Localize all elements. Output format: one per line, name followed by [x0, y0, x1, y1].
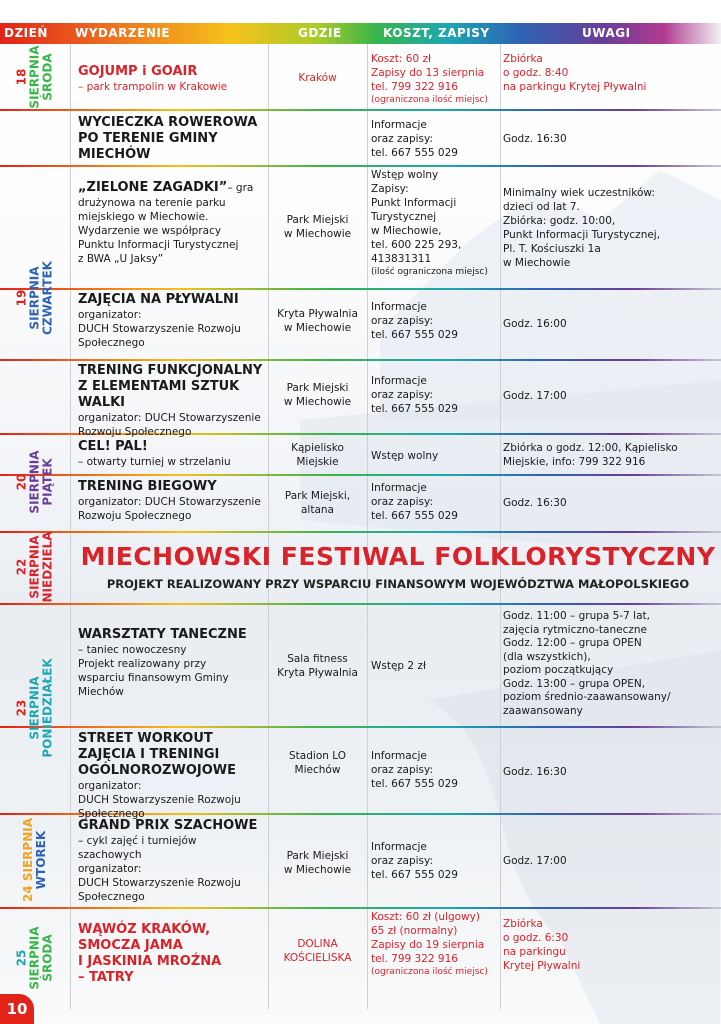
festival-title: MIECHOWSKI FESTIWAL FOLKLORYSTYCZNY: [80, 542, 716, 571]
event-notes: Godz. 17:00: [503, 855, 567, 867]
header-event: WYDARZENIE: [75, 26, 171, 40]
event-where: DOLINA KOŚCIELISKA: [283, 938, 352, 964]
row-divider: [0, 531, 721, 533]
event-subtitle: – park trampolin w Krakowie: [78, 81, 228, 93]
event-cel-pal: CEL! PAL! – otwarty turniej w strzelaniu: [78, 439, 231, 468]
row-divider: [0, 726, 721, 728]
event-cost: Wstęp wolny Zapisy: Punkt Informacji Turystycznej w Miechowie, tel. 600 225 293, 413831311 (ilość ograniczona miejsc): [371, 169, 488, 277]
event-zielone-zagadki: „ZIELONE ZAGADKI”– gra drużynowa na terenie parku miejskiego w Miechowie. Wydarzenie we współpracy Punktu Informacji Turystycznej z BWA „U Jaksy”: [78, 180, 254, 265]
event-notes: Minimalny wiek uczestników: dzieci od lat 7. Zbiórka: godz. 10:00, Punkt Informacji Turystycznej, Pl. T. Kościuszki 1a w Miechowie: [503, 187, 661, 269]
event-where: Kraków: [298, 72, 337, 84]
event-where: Park Miejski w Miechowie: [283, 214, 352, 240]
event-notes: Godz. 11:00 – grupa 5-7 lat, zajęcia rytmiczno-taneczne Godz. 12:00 – grupa OPEN (dla wszystkich), poziom początkujący Godz. 13:00 – grupa OPEN, poziom średnio-zaawansowany/ zaawansowany: [503, 610, 671, 717]
column-divider: [70, 44, 71, 1009]
event-cost: Informacje oraz zapisy: tel. 667 555 029: [371, 375, 458, 415]
event-cost: Informacje oraz zapisy: tel. 667 555 029: [371, 750, 458, 790]
column-divider: [367, 44, 368, 1009]
event-notes: Godz. 16:00: [503, 318, 567, 330]
event-grand-prix-szachowe: GRAND PRIX SZACHOWE – cykl zajęć i turniejów szachowych organizator: DUCH Stowarzyszenie Rozwoju Społecznego: [78, 818, 258, 903]
row-divider: [0, 474, 721, 476]
event-warsztaty-taneczne: WARSZTATY TANECZNE – taniec nowoczesny Projekt realizowany przy wsparciu finansowym Gminy Miechów: [78, 627, 247, 698]
event-where: Stadion LO Miechów: [289, 750, 346, 776]
event-cost: Wstęp 2 zł: [371, 660, 426, 672]
day-label-24: 24 SIERPNIA WTOREK: [21, 817, 48, 903]
event-notes: Godz. 16:30: [503, 766, 567, 778]
event-cost: Koszt: 60 zł Zapisy do 13 sierpnia tel. 799 322 916 (ograniczona ilość miejsc): [371, 53, 488, 105]
day-label-22: 22 SIERPNIA NIEDZIELA: [14, 531, 55, 603]
event-cost: Informacje oraz zapisy: tel. 667 555 029: [371, 482, 458, 522]
event-where: Park Miejski, altana: [284, 490, 351, 516]
event-cost: Informacje oraz zapisy: tel. 667 555 029: [371, 841, 458, 881]
day-label-25: 25 SIERPNIA ŚRODA: [14, 926, 55, 990]
event-trening-funkcjonalny: TRENING FUNKCJONALNY Z ELEMENTAMI SZTUK WALKI organizator: DUCH Stowarzyszenie Rozwoju Społecznego: [78, 363, 263, 438]
event-where: Kąpielisko Miejskie: [291, 442, 344, 468]
header-cost: KOSZT, ZAPISY: [383, 26, 490, 40]
row-divider: [0, 359, 721, 361]
event-trening-biegowy: TRENING BIEGOWY organizator: DUCH Stowarzyszenie Rozwoju Społecznego: [78, 479, 261, 522]
event-title: GOJUMP i GOAIR: [78, 64, 198, 79]
page-number: 10: [0, 994, 34, 1024]
row-divider: [0, 603, 721, 605]
row-divider: [0, 907, 721, 909]
event-where: Park Miejski w Miechowie: [283, 850, 352, 876]
event-where: Sala fitness Kryta Pływalnia: [277, 653, 358, 679]
event-wawoz-krakow: WĄWÓZ KRAKÓW, SMOCZA JAMA I JASKINIA MROŹNA – TATRY: [78, 922, 222, 985]
row-divider: [0, 165, 721, 167]
table-header: [0, 23, 721, 44]
event-notes: Godz. 17:00: [503, 390, 567, 402]
day-label-18: 18 SIERPNIA ŚRODA: [14, 45, 55, 109]
row-divider: [0, 109, 721, 111]
event-street-workout: STREET WORKOUT ZAJĘCIA I TRENINGI OGÓLNOROZWOJOWE organizator: DUCH Stowarzyszenie Rozwoju Społecznego: [78, 731, 241, 820]
festival-subtitle: PROJEKT REALIZOWANY PRZY WSPARCIU FINANSOWYM WOJEWÓDZTWA MAŁOPOLSKIEGO: [106, 577, 690, 591]
event-notes: Godz. 16:30: [503, 497, 567, 509]
event-where: Park Miejski w Miechowie: [283, 382, 352, 408]
event-notes: Godz. 16:30: [503, 133, 567, 145]
header-where: GDZIE: [298, 26, 342, 40]
event-where: Kryta Pływalnia w Miechowie: [277, 308, 358, 334]
day-label-23: 23 SIERPNIA PONIEDZIAŁEK: [14, 658, 55, 758]
event-cost: Informacje oraz zapisy: tel. 667 555 029: [371, 301, 458, 341]
event-plywalnia: ZAJĘCIA NA PŁYWALNI organizator: DUCH Stowarzyszenie Rozwoju Społecznego: [78, 292, 241, 349]
event-notes: Zbiórka o godz. 8:40 na parkingu Krytej Pływalni: [503, 53, 647, 93]
event-gojump: [78, 64, 268, 94]
event-cost: Wstęp wolny: [371, 450, 439, 462]
day-label-19: 19 SIERPNIA CZWARTEK: [14, 261, 55, 335]
event-cost: Informacje oraz zapisy: tel. 667 555 029: [371, 119, 458, 159]
event-notes: Zbiórka o godz. 12:00, Kąpielisko Miejskie, info: 799 322 916: [503, 442, 678, 468]
event-rower: WYCIECZKA ROWEROWA PO TERENIE GMINY MIECHÓW: [78, 115, 258, 162]
header-notes: UWAGI: [582, 26, 631, 40]
day-label-20: 20 SIERPNIA PIĄTEK: [14, 450, 55, 514]
row-divider: [0, 288, 721, 290]
header-day: DZIEŃ: [4, 26, 48, 40]
event-notes: Zbiórka o godz. 6:30 na parkingu Krytej Pływalni: [503, 918, 581, 972]
event-cost: Koszt: 60 zł (ulgowy) 65 zł (normalny) Zapisy do 19 sierpnia tel. 799 322 916 (ograniczona ilość miejsc): [371, 911, 488, 977]
